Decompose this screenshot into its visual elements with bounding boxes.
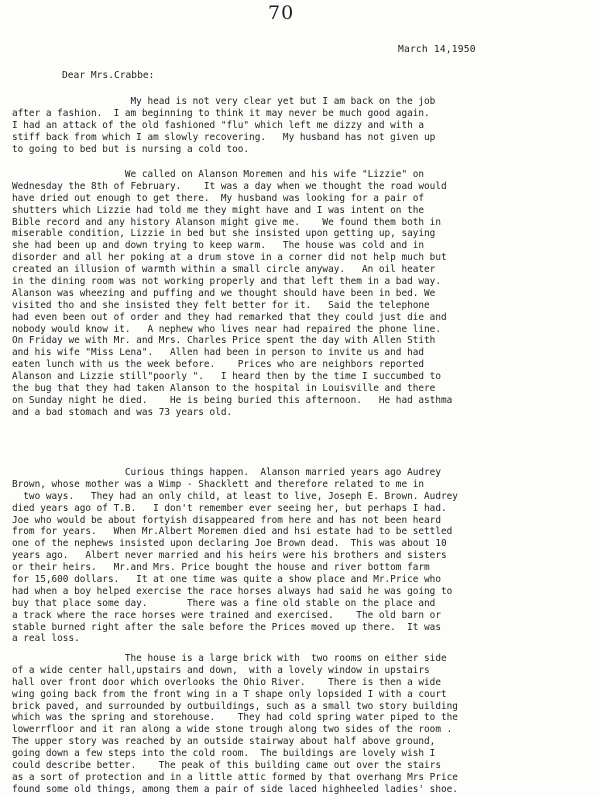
text-line: Joe who would be about fortyish disappeared from here and has not been heard bbox=[12, 514, 441, 526]
text-line: On Friday we with Mr. and Mrs. Charles Price spent the day with Allen Stith bbox=[12, 335, 436, 347]
text-line: to going to bed but is nursing a cold too. bbox=[12, 143, 250, 155]
text-line: on Sunday night he died. He is being buried this afternoon. He had asthma bbox=[12, 394, 453, 406]
text-line: Bible record and any history Alanson might give me. We found them both in bbox=[12, 216, 441, 228]
text-line: the bug that they had taken Alanson to the hospital in Louisville and there bbox=[12, 383, 436, 395]
text-line: I had an attack of the old fashioned "flu" which left me dizzy and with a bbox=[12, 119, 425, 131]
paragraph-visit-moremen bbox=[12, 169, 592, 419]
salutation: Dear Mrs.Crabbe: bbox=[62, 70, 155, 81]
text-line: going down a few steps into the cold room. The buildings are lovely wish I bbox=[12, 748, 436, 760]
text-line: which was the spring and storehouse. They had cold spring water piped to the bbox=[12, 712, 458, 724]
text-line: created an illusion of warmth within a small circle anyway. An oil heater bbox=[12, 264, 436, 276]
text-line: one of the nephews insisted upon declaring Joe Brown dead. This was about 10 bbox=[12, 538, 447, 550]
text-line: Alanson was wheezing and puffing and we thought should have been in bed. We bbox=[12, 287, 436, 299]
text-line: had even been out of order and they had remarked that they could just die and bbox=[12, 311, 447, 323]
text-line: Brown, whose mother was a Wimp - Shacklett and therefore related to me in bbox=[12, 478, 425, 490]
text-line: have dried out enough to get there. My husband was looking for a pair of bbox=[12, 192, 425, 204]
text-line: from for years. When Mr.Albert Moremen died and hsi estate had to be settled bbox=[12, 526, 453, 538]
text-line: nobody would know it. A nephew who lives near had repaired the phone line. bbox=[12, 323, 441, 335]
text-line: years ago. Albert never married and his heirs were his brothers and sisters bbox=[12, 550, 447, 562]
text-line: brick paved, and surrounded by outbuildings, such as a small two story building bbox=[12, 700, 458, 712]
text-line: found some old things, among them a pair of side laced highheeled ladies' shoe. bbox=[12, 783, 458, 795]
text-line: Curious things happen. Alanson married years ago Audrey bbox=[12, 467, 441, 478]
letter-date: March 14,1950 bbox=[398, 44, 476, 55]
text-line: The house is a large brick with two rooms on either side bbox=[12, 653, 447, 664]
text-line: Wednesday the 8th of February. It was a day when we thought the road would bbox=[12, 180, 447, 192]
text-line: as a sort of protection and in a little attic formed by that overhang Mrs Price bbox=[12, 771, 458, 783]
text-line: hall over front door which overlooks the Ohio River. There is then a wide bbox=[12, 676, 441, 688]
text-line: eaten lunch with us the week before. Prices who are neighbors reported bbox=[12, 359, 425, 371]
text-line: a track where the race horses were trained and exercised. The old barn or bbox=[12, 609, 441, 621]
text-line: and a bad stomach and was 73 years old. bbox=[12, 406, 233, 418]
text-line: died years ago of T.B. I don't remember ever seeing her, but perhaps I had. bbox=[12, 502, 447, 514]
text-line: she had been up and down trying to keep warm. The house was cold and in bbox=[12, 240, 425, 252]
text-line: shutters which Lizzie had told me they might have and I was intent on the bbox=[12, 204, 425, 216]
text-line: miserable condition, Lizzie in bed but she insisted upon getting up, saying bbox=[12, 228, 436, 240]
text-line: for 15,600 dollars. It at one time was quite a show place and Mr.Price who bbox=[12, 574, 441, 586]
text-line: buy that place some day. There was a fine old stable on the place and bbox=[12, 597, 436, 609]
paragraph-house-description bbox=[12, 653, 592, 796]
text-line: wing going back from the front wing in a T shape only lopsided I with a court bbox=[12, 688, 447, 700]
text-line: of a wide center hall,upstairs and down, with a lovely window in upstairs bbox=[12, 664, 430, 676]
text-line: disorder and all her poking at a drum stove in a corner did not help much but bbox=[12, 252, 447, 264]
text-line: My head is not very clear yet but I am back on the job bbox=[12, 96, 436, 107]
text-line: had when a boy helped exercise the race horses always had said he was going to bbox=[12, 585, 453, 597]
text-line: Alanson and Lizzie still"poorly ". I heard then by the time I succumbed to bbox=[12, 371, 441, 383]
text-line: We called on Alanson Moremen and his wife "Lizzie" on bbox=[12, 169, 425, 180]
text-line: a real loss. bbox=[12, 633, 80, 645]
text-line: stiff back from which I am slowly recovering. My husband has not given up bbox=[12, 131, 436, 143]
paragraph-health bbox=[12, 96, 592, 155]
text-line: lowerrfloor and it ran along a wide stone trough along two sides of the room . bbox=[12, 724, 453, 736]
text-line: visited tho and she insisted they felt better for it. Said the telephone bbox=[12, 299, 430, 311]
text-line: in the dining room was not working properly and that left them in a bad way. bbox=[12, 276, 441, 288]
text-line: The upper story was reached by an outside stairway about half above ground, bbox=[12, 736, 436, 748]
page-number: 70 bbox=[268, 2, 295, 24]
text-line: stable burned right after the sale before the Prices moved up there. It was bbox=[12, 621, 441, 633]
text-line: and his wife "Miss Lena". Allen had been in person to invite us and had bbox=[12, 347, 425, 359]
text-line: after a fashion. I am beginning to think it may never be much good again. bbox=[12, 107, 430, 119]
text-line: or their heirs. Mr.and Mrs. Price bought the house and river bottom farm bbox=[12, 562, 430, 574]
text-line: two ways. They had an only child, at least to live, Joseph E. Brown. Audrey bbox=[12, 490, 458, 502]
paragraph-curious-things bbox=[12, 467, 592, 645]
text-line: could describe better. The peak of this building came out over the stairs bbox=[12, 760, 441, 772]
